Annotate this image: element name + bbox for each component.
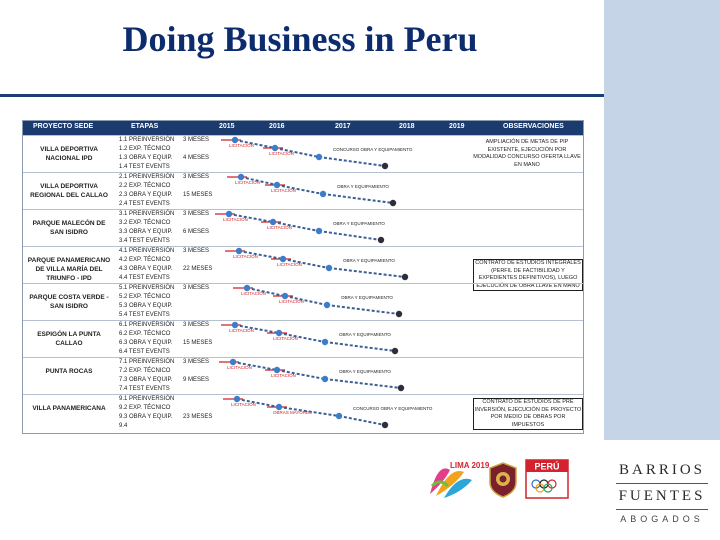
- slide-title: Doing Business in Peru: [122, 19, 478, 59]
- stage-label: 3.2 EXP. TÉCNICO: [119, 220, 171, 226]
- stage-label: 3.1 PREINVERSIÓN: [119, 211, 175, 217]
- milestone-marker: [316, 154, 322, 160]
- phase-label: LICITACIÓN: [271, 188, 296, 193]
- stage-duration: 3 MESES: [183, 174, 210, 180]
- stage-label: 2.1 PREINVERSIÓN: [119, 174, 175, 180]
- firm-divider: [616, 483, 708, 484]
- stage-duration: 3 MESES: [183, 248, 210, 254]
- phase-label: LICITACIÓN: [229, 143, 254, 148]
- phase-label: OBRA Y EQUIPAMIENTO: [343, 258, 395, 263]
- schedule-table: [22, 120, 584, 434]
- milestone-marker: [382, 163, 388, 169]
- phase-label: LICITACIÓN: [279, 299, 304, 304]
- milestone-marker: [336, 413, 342, 419]
- phase-label: OBRA Y EQUIPAMIENTO: [341, 295, 393, 300]
- header-2015: 2015: [219, 123, 235, 130]
- milestone-marker: [402, 274, 408, 280]
- header-2018: 2018: [399, 123, 415, 130]
- stage-label: 4.2 EXP. TÉCNICO: [119, 257, 171, 263]
- timeline-connector: [325, 342, 395, 351]
- games-logo-text: LIMA 2019: [450, 461, 490, 470]
- law-firm-logo: [604, 462, 720, 524]
- header-stages: ETAPAS: [131, 123, 159, 130]
- phase-label: LICITACIÓN: [271, 373, 296, 378]
- stage-label: 5.1 PREINVERSIÓN: [119, 285, 175, 291]
- stage-label: 9.1 PREINVERSIÓN: [119, 396, 175, 402]
- project-name: PARQUE MALECÓN DE SAN ISIDRO: [32, 220, 106, 236]
- milestone-marker: [398, 385, 404, 391]
- header-project: PROYECTO SEDE: [33, 123, 94, 130]
- project-name: VILLA DEPORTIVA NACIONAL IPD: [40, 146, 98, 162]
- stage-label: 5.4 TEST EVENTS: [119, 312, 170, 318]
- header-observations: OBSERVACIONES: [503, 123, 564, 130]
- firm-name-line1: BARRIOS: [618, 462, 706, 478]
- stage-duration: 3 MESES: [183, 285, 210, 291]
- firm-name-line3: ABOGADOS: [620, 514, 704, 524]
- milestone-marker: [324, 302, 330, 308]
- stage-label: 4.3 OBRA Y EQUIP.: [119, 266, 173, 272]
- phase-label: CONCURSO OBRA Y EQUIPAMIENTO: [353, 406, 433, 411]
- stage-label: 3.3 OBRA Y EQUIP.: [119, 229, 173, 235]
- phase-label: LICITACIÓN: [241, 291, 266, 296]
- project-name: ESPIGÓN LA PUNTA CALLAO: [37, 331, 101, 347]
- peru-logo-text: PERÚ: [534, 461, 560, 472]
- stage-label: 2.4 TEST EVENTS: [119, 201, 170, 207]
- stage-label: 3.4 TEST EVENTS: [119, 238, 170, 244]
- project-name: VILLA DEPORTIVA REGIONAL DEL CALLAO: [30, 183, 108, 199]
- phase-label: CONCURSO OBRA Y EQUIPAMIENTO: [333, 147, 413, 152]
- stage-label: 7.2 EXP. TÉCNICO: [119, 368, 171, 374]
- phase-label: LICITACIÓN: [267, 225, 292, 230]
- phase-label: OBRAS MAYORES: [273, 410, 313, 415]
- stage-duration: 6 MESES: [183, 229, 210, 235]
- stage-label: 6.2 EXP. TÉCNICO: [119, 331, 171, 337]
- phase-label: LICITACIÓN: [277, 262, 302, 267]
- stage-duration: 4 MESES: [183, 155, 210, 161]
- peru-committee-logo: [524, 458, 570, 500]
- milestone-marker: [322, 376, 328, 382]
- stage-label: 9.3 OBRA Y EQUIP.: [119, 414, 173, 420]
- stage-label: 1.3 OBRA Y EQUIP.: [119, 155, 173, 161]
- lima-2019-logo: [424, 456, 490, 502]
- stage-duration: 3 MESES: [183, 137, 210, 143]
- header-2016: 2016: [269, 123, 285, 130]
- header-2019: 2019: [449, 123, 465, 130]
- stage-duration: 23 MESES: [183, 414, 213, 420]
- stage-label: 6.4 TEST EVENTS: [119, 349, 170, 355]
- stage-label: 6.3 OBRA Y EQUIP.: [119, 340, 173, 346]
- milestone-marker: [320, 191, 326, 197]
- project-name: PUNTA ROCAS: [45, 368, 93, 375]
- stage-duration: 22 MESES: [183, 266, 213, 272]
- timeline-connector: [319, 231, 381, 240]
- phase-label: OBRA Y EQUIPAMIENTO: [339, 332, 391, 337]
- stage-duration: 15 MESES: [183, 340, 213, 346]
- stage-duration: 3 MESES: [183, 359, 210, 365]
- observation-text: AMPLIACIÓN DE METAS DE PIP EXISTENTE, EJECUCIÓN POR MODALIDAD CONCURSO OFERTA LLAVE EN MANO: [473, 139, 581, 168]
- committee-emblem: [488, 462, 518, 498]
- stage-duration: 15 MESES: [183, 192, 213, 198]
- timeline-connector: [329, 268, 405, 277]
- milestone-marker: [392, 348, 398, 354]
- phase-label: LICITACIÓN: [269, 151, 294, 156]
- milestone-marker: [390, 200, 396, 206]
- phase-label: OBRA Y EQUIPAMIENTO: [337, 184, 389, 189]
- stage-label: 7.4 TEST EVENTS: [119, 386, 170, 392]
- phase-label: LICITACIÓN: [235, 180, 260, 185]
- observation-text: CONTRATO DE ESTUDIOS INTEGRALES (PERFIL DE FACTIBILIDAD Y EXPEDIENTES DEFINITIVOS), LUEGO EJECUCIÓN DE OBRA LLAVE EN MANO: [473, 259, 583, 291]
- stage-label: 9.2 EXP. TÉCNICO: [119, 405, 171, 411]
- phase-label: OBRA Y EQUIPAMIENTO: [339, 369, 391, 374]
- title-rule: [0, 94, 604, 97]
- phase-label: LICITACIÓN: [229, 328, 254, 333]
- stage-label: 4.4 TEST EVENTS: [119, 275, 170, 281]
- stage-label: 7.1 PREINVERSIÓN: [119, 359, 175, 365]
- stage-duration: 3 MESES: [183, 211, 210, 217]
- stage-label: 1.1 PREINVERSIÓN: [119, 137, 175, 143]
- milestone-marker: [382, 422, 388, 428]
- project-name: PARQUE COSTA VERDE - SAN ISIDRO: [29, 294, 109, 310]
- stage-label: 4.1 PREINVERSIÓN: [119, 248, 175, 254]
- project-name: VILLA PANAMERICANA: [32, 405, 106, 412]
- stage-label: 6.1 PREINVERSIÓN: [119, 322, 175, 328]
- phase-label: LICITACIÓN: [273, 336, 298, 341]
- milestone-marker: [378, 237, 384, 243]
- stage-label: 9.4: [119, 423, 128, 429]
- timeline-connector: [325, 379, 401, 388]
- firm-divider-2: [616, 509, 708, 510]
- milestone-marker: [316, 228, 322, 234]
- firm-name-line2: FUENTES: [618, 488, 706, 504]
- stage-label: 7.3 OBRA Y EQUIP.: [119, 377, 173, 383]
- observation-text: CONTRATO DE ESTUDIOS DE PRE INVERSIÓN, EJECUCIÓN DE PROYECTO POR MEDIO DE OBRAS POR IMPUESTOS: [473, 398, 583, 430]
- stage-label: 2.3 OBRA Y EQUIP.: [119, 192, 173, 198]
- stage-duration: 3 MESES: [183, 322, 210, 328]
- phase-label: LICITACIÓN: [227, 365, 252, 370]
- stage-label: 1.4 TEST EVENTS: [119, 164, 170, 170]
- timeline-connector: [323, 194, 393, 203]
- phase-label: LICITACIÓN: [223, 217, 248, 222]
- timeline-connector: [339, 416, 385, 425]
- stage-label: 2.2 EXP. TÉCNICO: [119, 183, 171, 189]
- stage-label: 5.3 OBRA Y EQUIP.: [119, 303, 173, 309]
- phase-label: LICITACIÓN: [233, 254, 258, 259]
- gantt-chart: [23, 121, 583, 433]
- phase-label: LICITACIÓN: [231, 402, 256, 407]
- stage-label: 1.2 EXP. TÉCNICO: [119, 146, 171, 152]
- project-name: PARQUE PANAMERICANO DE VILLA MARÍA DEL TRIUNFO - IPD: [27, 257, 111, 282]
- milestone-marker: [396, 311, 402, 317]
- header-2017: 2017: [335, 123, 351, 130]
- milestone-marker: [326, 265, 332, 271]
- timeline-connector: [327, 305, 399, 314]
- stage-duration: 9 MESES: [183, 377, 210, 383]
- phase-label: OBRA Y EQUIPAMIENTO: [333, 221, 385, 226]
- timeline-connector: [319, 157, 385, 166]
- milestone-marker: [322, 339, 328, 345]
- stage-label: 5.2 EXP. TÉCNICO: [119, 294, 171, 300]
